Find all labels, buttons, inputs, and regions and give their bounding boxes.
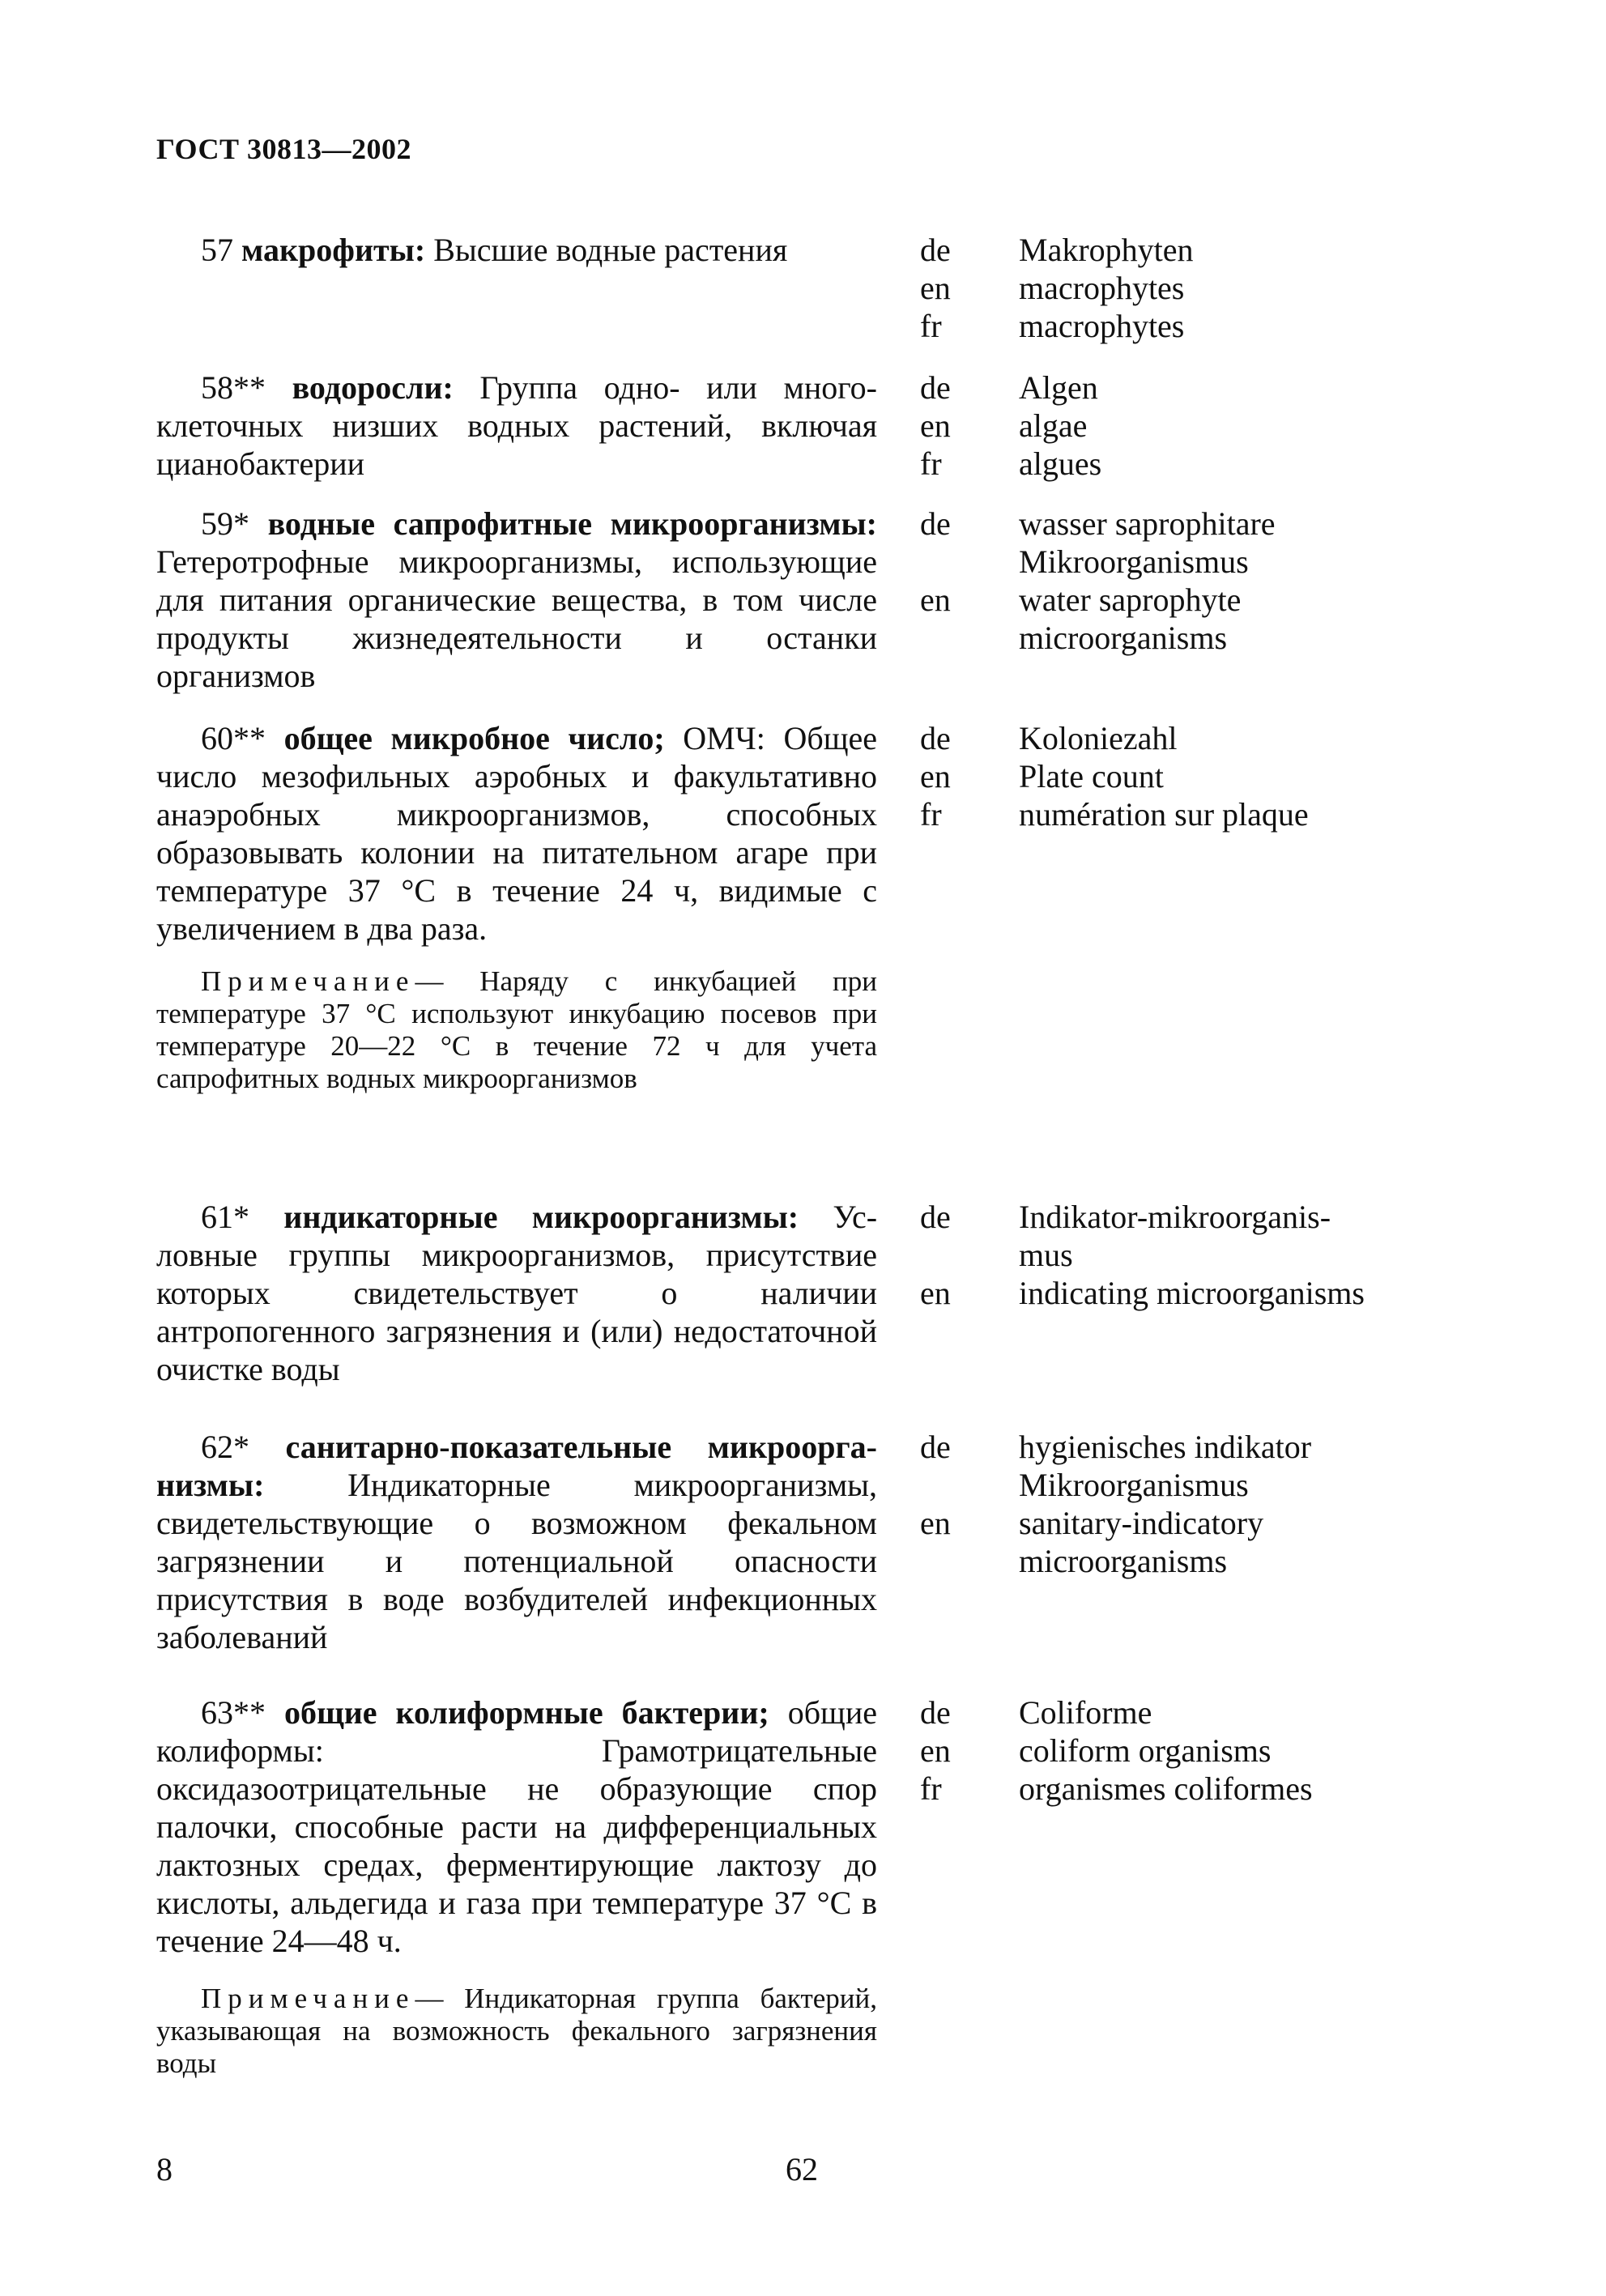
lang-code: [920, 1236, 977, 1274]
language-codes: [920, 1428, 977, 1542]
translation: numération sur plaque: [1019, 796, 1309, 833]
lang-code: en: [920, 758, 951, 794]
definition-block: [156, 1693, 877, 2080]
language-codes: [920, 505, 977, 619]
term-name: общие колиформные бактерии;: [283, 1694, 769, 1731]
translation: water saprophyte: [1019, 581, 1242, 618]
translation: wasser saprophitare: [1019, 505, 1276, 542]
note-label: Примечание: [201, 1983, 415, 2014]
translation: microorganisms: [1019, 620, 1228, 656]
lang-code: fr: [920, 445, 942, 482]
page-number-center: 62: [786, 2151, 818, 2187]
note-text: — Наряду с инкубацией при температуре 37 °С используют инкубацию посевов при температуре 20—22 °С в течение 72 ч для учета сапрофитных водных микроорганизмов: [156, 965, 877, 1094]
translations: [1019, 1693, 1602, 1808]
definition-block: [156, 1198, 877, 1388]
term-name: индикаторные микроорганизмы:: [283, 1199, 799, 1235]
translation: Mikroorganismus: [1019, 543, 1249, 580]
lang-code: de: [920, 1694, 951, 1731]
language-codes: [920, 231, 977, 345]
translation: organismes coliformes: [1019, 1770, 1313, 1807]
translation: Indikator-mikroorganis-: [1019, 1199, 1331, 1235]
translation: mus: [1019, 1237, 1073, 1273]
translations: [1019, 1198, 1602, 1312]
lang-code: en: [920, 270, 951, 306]
definition-block: [156, 1428, 877, 1656]
translation: Plate count: [1019, 758, 1164, 794]
translation: algues: [1019, 445, 1102, 482]
note-text: — Индикаторная группа бактерий, указывающая на возможность фекального загрязнения воды: [156, 1983, 877, 2079]
document-header: ГОСТ 30813—2002: [156, 133, 411, 165]
lang-code: en: [920, 581, 951, 618]
translation: Koloniezahl: [1019, 720, 1178, 756]
lang-code: de: [920, 720, 951, 756]
translations: [1019, 505, 1602, 657]
term-definition: Группа одно- или многоклеточных низших водных растений, включая цианобактерии: [156, 369, 877, 482]
definition-block: [156, 505, 877, 695]
lang-code: en: [920, 407, 951, 444]
lang-code: fr: [920, 308, 942, 344]
lang-code: de: [920, 369, 951, 406]
translation: sanitary-indicatory: [1019, 1505, 1264, 1541]
language-codes: [920, 1693, 977, 1808]
term-name: общее микробное число;: [283, 720, 665, 756]
term-number: 62*: [201, 1429, 249, 1465]
term-number: 60**: [201, 720, 266, 756]
lang-code: de: [920, 505, 951, 542]
lang-code: de: [920, 232, 951, 268]
term-definition: общие колиформы: Грамотрицательные оксидазоотрицательные не образующие спор палочки, способные расти на дифференциальных лактозных средах, ферментирующие лактозу до кислоты, альдегида и газа при температуре 37 °С в течение 24—48 ч.: [156, 1694, 877, 1959]
term-name: макрофиты:: [241, 232, 426, 268]
note-label: Примечание: [201, 965, 415, 997]
translation: indicating microorganisms: [1019, 1275, 1365, 1311]
term-number: 63**: [201, 1694, 266, 1731]
lang-code: en: [920, 1505, 951, 1541]
translation: macrophytes: [1019, 270, 1185, 306]
term-definition: Условные группы микроорганизмов, присутствие которых свидетельствует о наличии антропогенного загрязнения и (или) недостаточной очистке воды: [156, 1199, 878, 1387]
language-codes: [920, 719, 977, 833]
lang-code: de: [920, 1199, 951, 1235]
term-number: 61*: [201, 1199, 249, 1235]
term-name: водоросли:: [292, 369, 454, 406]
lang-code: fr: [920, 1770, 942, 1807]
translation: coliform organisms: [1019, 1732, 1272, 1769]
term-definition: ОМЧ: Общее число мезофильных аэробных и факультативно анаэробных микроорганизмов, способных образовывать колонии на питательном агаре при температуре 37 °С в течение 24 ч, видимые с увеличением в два раза.: [156, 720, 878, 947]
definition-block: [156, 719, 877, 1095]
definition-block: [156, 231, 877, 269]
term-name: санитарно-показательные микроорганизмы:: [156, 1429, 877, 1503]
term-name: водные сапрофитные микроорганизмы:: [267, 505, 878, 542]
translation: macrophytes: [1019, 308, 1185, 344]
term-definition: Высшие водные растения: [433, 232, 788, 268]
lang-code: [920, 543, 977, 581]
term-number: 58**: [201, 369, 266, 406]
lang-code: de: [920, 1429, 951, 1465]
translations: [1019, 1428, 1602, 1580]
translation: Coliforme: [1019, 1694, 1152, 1731]
translation: Mikroorganismus: [1019, 1467, 1249, 1503]
lang-code: en: [920, 1275, 951, 1311]
term-number: 59*: [201, 505, 249, 542]
page-number-left: 8: [156, 2151, 173, 2187]
translations: [1019, 231, 1602, 345]
lang-code: [920, 1466, 977, 1504]
language-codes: [920, 368, 977, 483]
note: [156, 1983, 877, 2080]
translations: [1019, 368, 1602, 483]
definition-block: [156, 368, 877, 483]
translations: [1019, 719, 1602, 833]
term-number: 57: [201, 232, 233, 268]
note: [156, 965, 877, 1095]
language-codes: [920, 1198, 977, 1312]
lang-code: en: [920, 1732, 951, 1769]
term-definition: Индикаторные микроорганизмы, свидетельствующие о возможном фекальном загрязнении и потенциальной опасности присутствия в воде возбудителей инфекционных заболеваний: [156, 1467, 877, 1655]
translation: hygienisches indikator: [1019, 1429, 1312, 1465]
translation: Algen: [1019, 369, 1098, 406]
translation: algae: [1019, 407, 1088, 444]
translation: Makrophyten: [1019, 232, 1194, 268]
translation: microorganisms: [1019, 1543, 1228, 1579]
lang-code: fr: [920, 796, 942, 833]
term-definition: Гетеротрофные микроорганизмы, использующие для питания органические вещества, в том числе продукты жизнедеятельности и останки организмов: [156, 543, 877, 694]
